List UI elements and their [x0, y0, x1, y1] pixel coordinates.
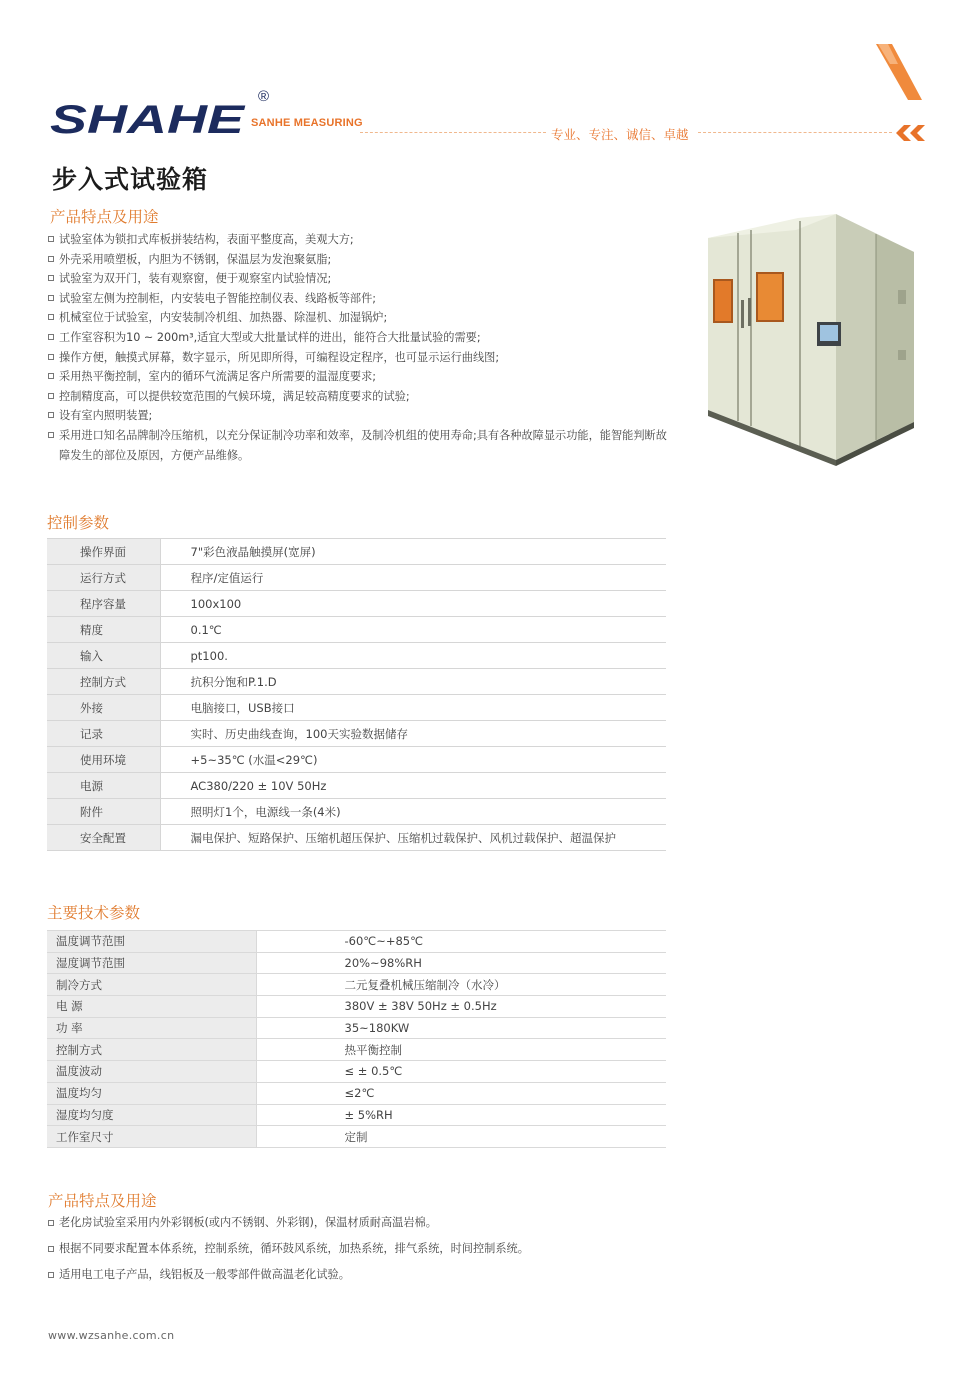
table-row [47, 721, 666, 747]
list-item [48, 1240, 668, 1266]
square-bullet-icon [48, 314, 54, 320]
param-value: 漏电保护、短路保护、压缩机超压保护、压缩机过载保护、风机过载保护、超温保护 [160, 825, 666, 851]
list-item [48, 426, 672, 465]
param-key: 使用环境 [47, 747, 160, 773]
square-bullet-icon [48, 236, 54, 242]
square-bullet-icon [48, 1272, 54, 1278]
spec-value: 二元复叠机械压缩制冷（水冷） [256, 974, 666, 996]
spec-value: 热平衡控制 [256, 1039, 666, 1061]
spec-key: 温度均匀 [47, 1082, 256, 1104]
spec-value: -60℃~+85℃ [256, 931, 666, 953]
table-row [47, 617, 666, 643]
list-item-text: 试验室左侧为控制柜，内安装电子智能控制仪表、线路板等部件; [59, 291, 377, 305]
square-bullet-icon [48, 412, 54, 418]
control-params-heading: 控制参数 [47, 514, 110, 532]
spec-key: 湿度均匀度 [47, 1104, 256, 1126]
spec-value: 380V ± 38V 50Hz ± 0.5Hz [256, 996, 666, 1018]
tech-params-heading: 主要技术参数 [47, 904, 141, 922]
param-value: 电脑接口，USB接口 [160, 695, 666, 721]
brand-logo [48, 100, 246, 138]
square-bullet-icon [48, 393, 54, 399]
param-key: 控制方式 [47, 669, 160, 695]
table-row [47, 952, 666, 974]
table-row [47, 825, 666, 851]
spec-value: 20%~98%RH [256, 952, 666, 974]
footer-website: www.wzsanhe.com.cn [48, 1329, 175, 1342]
tech-params-table [47, 930, 666, 1148]
param-value: AC380/220 ± 10V 50Hz [160, 773, 666, 799]
table-row [47, 974, 666, 996]
param-key: 运行方式 [47, 565, 160, 591]
brand-sub-name: SANHE MEASURING [251, 117, 363, 129]
square-bullet-icon [48, 354, 54, 360]
list-item-text: 工作室容积为10 ~ 200m³,适宜大型或大批量试样的进出，能符合大批量试验的需要; [59, 330, 481, 344]
list-item [48, 1214, 668, 1240]
list-item [48, 230, 672, 250]
list-item-text: 老化房试验室采用内外彩钢板(或内不锈钢、外彩钢)，保温材质耐高温岩棉。 [59, 1216, 437, 1229]
list-item [48, 387, 672, 407]
square-bullet-icon [48, 275, 54, 281]
table-row [47, 539, 666, 565]
spec-value: 定制 [256, 1126, 666, 1148]
param-value: 实时、历史曲线查询，100天实验数据储存 [160, 721, 666, 747]
square-bullet-icon [48, 334, 54, 340]
square-bullet-icon [48, 295, 54, 301]
double-chevron-left-icon [894, 125, 932, 141]
spec-value: 35~180KW [256, 1017, 666, 1039]
square-bullet-icon [48, 373, 54, 379]
corner-chevron-icon [872, 42, 924, 104]
list-item-text: 试验室为双开门，装有观察窗，便于观察室内试验情况; [59, 272, 332, 286]
param-value: 抗积分饱和P.1.D [160, 669, 666, 695]
brand-slogan: 专业、专注、诚信、卓越 [551, 127, 689, 142]
param-value: 照明灯1个，电源线一条(4米) [160, 799, 666, 825]
param-key: 电源 [47, 773, 160, 799]
param-key: 程序容量 [47, 591, 160, 617]
page-title: 步入式试验箱 [52, 165, 209, 194]
table-row [47, 643, 666, 669]
table-row [47, 1126, 666, 1148]
spec-value: ≤ ± 0.5℃ [256, 1061, 666, 1083]
table-row [47, 1061, 666, 1083]
list-item [48, 289, 672, 309]
spec-key: 电 源 [47, 996, 256, 1018]
table-row [47, 1039, 666, 1061]
param-key: 记录 [47, 721, 160, 747]
param-value: +5~35℃ (水温<29℃) [160, 747, 666, 773]
param-value: 100x100 [160, 591, 666, 617]
list-item-text: 操作方便，触摸式屏幕，数字显示，所见即所得，可编程设定程序，也可显示运行曲线图; [59, 350, 500, 364]
square-bullet-icon [48, 1220, 54, 1226]
list-item-text: 适用电工电子产品，线铝板及一般零部件做高温老化试验。 [59, 1268, 350, 1281]
features-heading: 产品特点及用途 [50, 208, 159, 226]
table-row [47, 1104, 666, 1126]
table-row [47, 996, 666, 1018]
square-bullet-icon [48, 432, 54, 438]
square-bullet-icon [48, 1246, 54, 1252]
registered-mark: ® [258, 88, 270, 105]
list-item [48, 250, 672, 270]
table-row [47, 931, 666, 953]
table-row [47, 565, 666, 591]
param-value: 程序/定值运行 [160, 565, 666, 591]
table-row [47, 669, 666, 695]
table-row [47, 799, 666, 825]
list-item-text: 采用热平衡控制，室内的循环气流满足客户所需要的温湿度要求; [59, 370, 377, 384]
param-value: pt100. [160, 643, 666, 669]
list-item-text: 机械室位于试验室，内安装制冷机组、加热器、除湿机、加湿锅炉; [59, 311, 388, 325]
product-photo [700, 210, 922, 466]
param-key: 外接 [47, 695, 160, 721]
param-key: 精度 [47, 617, 160, 643]
list-item-text: 采用进口知名品牌制冷压缩机，以充分保证制冷功率和效率，及制冷机组的使用寿命;具有各种故障显示功能，能智能判断故障发生的部位及原因，方便产品维修。 [59, 428, 667, 462]
list-item-text: 试验室体为锁扣式库板拼装结构，表面平整度高，美观大方; [59, 233, 354, 246]
spec-value: ≤2℃ [256, 1082, 666, 1104]
header-divider-right [698, 132, 892, 133]
spec-key: 制冷方式 [47, 974, 256, 996]
list-item [48, 308, 672, 328]
brand-logo-text: SHAHE [50, 100, 246, 138]
table-row [47, 1082, 666, 1104]
param-value: 0.1℃ [160, 617, 666, 643]
control-params-table [47, 538, 666, 851]
list-item [48, 269, 672, 289]
param-value: 7"彩色液晶触摸屏(宽屏) [160, 539, 666, 565]
features2-list [48, 1214, 668, 1292]
spec-key: 温度调节范围 [47, 931, 256, 953]
list-item [48, 348, 672, 368]
features2-heading: 产品特点及用途 [48, 1192, 157, 1210]
table-row [47, 773, 666, 799]
features-list [48, 230, 672, 465]
list-item-text: 根据不同要求配置本体系统，控制系统，循环鼓风系统，加热系统，排气系统，时间控制系统。 [59, 1242, 529, 1255]
spec-key: 温度波动 [47, 1061, 256, 1083]
param-key: 附件 [47, 799, 160, 825]
list-item [48, 328, 672, 348]
param-key: 安全配置 [47, 825, 160, 851]
list-item-text: 控制精度高，可以提供较宽范围的气候环境，满足较高精度要求的试验; [59, 389, 410, 403]
spec-key: 控制方式 [47, 1039, 256, 1061]
list-item [48, 406, 672, 426]
list-item-text: 设有室内照明装置; [59, 409, 153, 423]
table-row [47, 591, 666, 617]
list-item [48, 1266, 668, 1292]
spec-key: 功 率 [47, 1017, 256, 1039]
param-key: 输入 [47, 643, 160, 669]
spec-key: 工作室尺寸 [47, 1126, 256, 1148]
table-row [47, 1017, 666, 1039]
table-row [47, 747, 666, 773]
header-divider-left [360, 132, 546, 133]
param-key: 操作界面 [47, 539, 160, 565]
list-item [48, 367, 672, 387]
square-bullet-icon [48, 256, 54, 262]
table-row [47, 695, 666, 721]
list-item-text: 外壳采用喷塑板，内胆为不锈钢，保温层为发泡聚氨脂; [59, 252, 332, 266]
spec-key: 湿度调节范围 [47, 952, 256, 974]
spec-value: ± 5%RH [256, 1104, 666, 1126]
